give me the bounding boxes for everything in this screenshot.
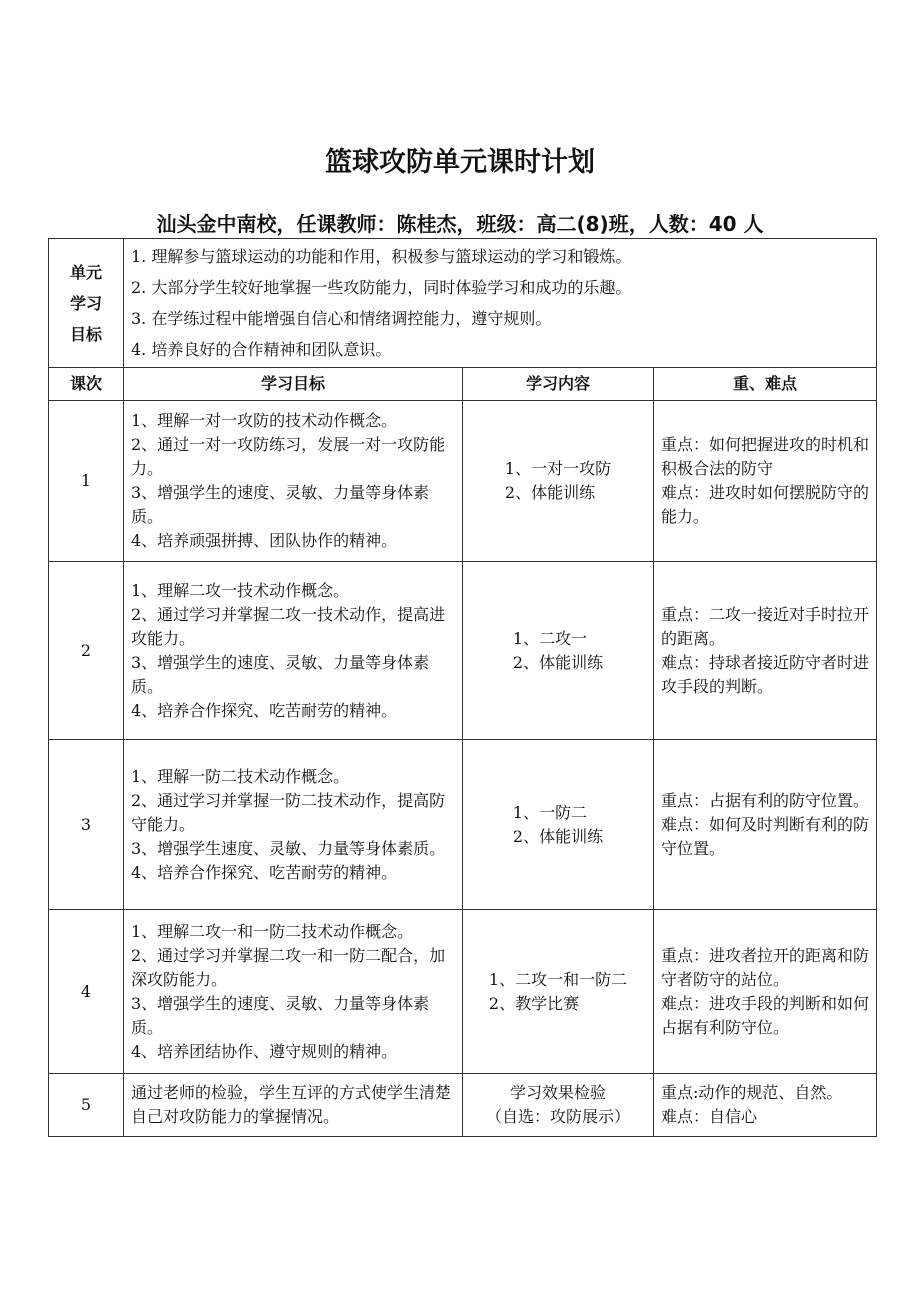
lesson-number: 3 <box>49 740 124 910</box>
lesson-key-points-line: 重点:动作的规范、自然。 <box>661 1083 843 1102</box>
unit-goals-label <box>49 239 124 368</box>
lesson-number: 5 <box>49 1074 124 1137</box>
content-block <box>513 627 603 675</box>
lesson-content-line: 2、体能训练 <box>512 652 604 672</box>
unit-goals-row <box>49 239 877 368</box>
lesson-content <box>463 401 654 562</box>
lesson-key-points-line: 难点：进攻时如何摆脱防守的能力。 <box>661 483 870 526</box>
unit-goal-item: 1. 理解参与篮球运动的功能和作用，积极参与篮球运动的学习和锻炼。 <box>131 247 632 266</box>
lesson-objectives-line: 1、理解二攻一和一防二技术动作概念。 <box>131 921 414 941</box>
lesson-key-points-line: 难点：进攻手段的判断和如何占据有利防守位。 <box>661 993 870 1037</box>
content-block <box>489 968 627 1016</box>
lesson-objectives-line: 3、增强学生的速度、灵敏、力量等身体素质。 <box>131 993 430 1037</box>
lesson-content-line: 学习效果检验 <box>509 1083 606 1102</box>
lesson-number: 1 <box>49 401 124 562</box>
lesson-content-line: 1、一防二 <box>512 802 588 822</box>
label-line: 目标 <box>69 324 102 344</box>
label-line: 学习 <box>69 293 102 313</box>
table-row <box>49 740 877 910</box>
lesson-key-points <box>654 740 877 910</box>
unit-goal-item: 4. 培养良好的合作精神和团队意识。 <box>131 340 392 359</box>
lesson-objectives-line: 4、培养团结协作、遵守规则的精神。 <box>131 1041 398 1061</box>
header-content: 学习内容 <box>463 368 654 401</box>
lesson-objectives-line: 4、培养顽强拼搏、团队协作的精神。 <box>131 531 398 550</box>
lesson-content-line: 2、体能训练 <box>512 826 604 846</box>
lesson-objectives <box>124 1074 463 1137</box>
lesson-content-line: （自选：攻防展示） <box>485 1107 630 1126</box>
lesson-objectives-line: 3、增强学生速度、灵敏、力量等身体素质。 <box>131 838 446 858</box>
table-row <box>49 1074 877 1137</box>
header-objectives: 学习目标 <box>124 368 463 401</box>
lesson-objectives <box>124 910 463 1074</box>
lesson-content-line: 1、二攻一和一防二 <box>488 969 628 989</box>
table-row <box>49 910 877 1074</box>
table-header <box>49 368 877 401</box>
lesson-plan-table <box>48 238 877 1137</box>
lesson-content-line: 2、体能训练 <box>504 483 596 502</box>
lesson-key-points <box>654 562 877 740</box>
lesson-objectives-line: 2、通过学习并掌握二攻一技术动作，提高进攻能力。 <box>131 604 446 648</box>
unit-goal-item: 2. 大部分学生较好地掌握一些攻防能力，同时体验学习和成功的乐趣。 <box>131 278 632 297</box>
page-subtitle: 汕头金中南校，任课教师：陈桂杰，班级：高二(8)班，人数：40 人 <box>156 212 764 236</box>
lesson-objectives-line: 4、培养合作探究、吃苦耐劳的精神。 <box>131 700 398 720</box>
lesson-key-points-line: 难点：持球者接近防守者时进攻手段的判断。 <box>661 652 870 696</box>
lesson-key-points-line: 难点：如何及时判断有利的防守位置。 <box>661 814 870 858</box>
lesson-objectives-line: 1、理解一防二技术动作概念。 <box>131 766 350 786</box>
lesson-objectives-line: 2、通过学习并掌握一防二技术动作，提高防守能力。 <box>131 790 446 834</box>
unit-goal-item: 3. 在学练过程中能增强自信心和情绪调控能力，遵守规则。 <box>131 309 552 328</box>
lesson-objectives-line: 2、通过学习并掌握二攻一和一防二配合，加深攻防能力。 <box>131 945 446 989</box>
lesson-key-points-line: 难点：自信心 <box>661 1107 758 1126</box>
lesson-key-points-line: 重点：如何把握进攻的时机和积极合法的防守 <box>661 435 870 478</box>
lesson-key-points <box>654 401 877 562</box>
lesson-content <box>463 740 654 910</box>
content-block <box>513 801 603 849</box>
lesson-objectives <box>124 562 463 740</box>
lesson-key-points-line: 重点：二攻一接近对手时拉开的距离。 <box>661 604 870 648</box>
lesson-objectives-line: 1、理解二攻一技术动作概念。 <box>131 580 350 600</box>
lesson-content-line: 2、教学比赛 <box>488 993 580 1013</box>
content-block <box>505 457 611 505</box>
lesson-content <box>463 1074 654 1137</box>
lesson-content <box>463 910 654 1074</box>
header-key-points: 重、难点 <box>654 368 877 401</box>
lesson-objectives <box>124 401 463 562</box>
lesson-objectives-line: 4、培养合作探究、吃苦耐劳的精神。 <box>131 862 398 882</box>
lesson-content-line: 1、一对一攻防 <box>504 459 612 478</box>
lesson-key-points <box>654 910 877 1074</box>
lesson-objectives-line: 3、增强学生的速度、灵敏、力量等身体素质。 <box>131 652 430 696</box>
label-line: 单元 <box>69 262 102 282</box>
lesson-key-points-line: 重点：占据有利的防守位置。 <box>661 790 870 810</box>
lesson-content <box>463 562 654 740</box>
unit-goals-list <box>124 239 877 368</box>
table-row <box>49 562 877 740</box>
lesson-objectives-line: 2、通过一对一攻防练习，发展一对一攻防能力。 <box>131 435 446 478</box>
page-title: 篮球攻防单元课时计划 <box>325 147 595 178</box>
lesson-number: 4 <box>49 910 124 1074</box>
header-lesson: 课次 <box>49 368 124 401</box>
lesson-content-line: 1、二攻一 <box>512 628 588 648</box>
lesson-objectives-line: 1、理解一对一攻防的技术动作概念。 <box>131 411 398 430</box>
table-row <box>49 401 877 562</box>
lesson-objectives-line: 通过老师的检验，学生互评的方式使学生清楚自己对攻防能力的掌握情况。 <box>131 1083 452 1126</box>
lesson-objectives-line: 3、增强学生的速度、灵敏、力量等身体素质。 <box>131 483 430 526</box>
lesson-key-points <box>654 1074 877 1137</box>
lesson-key-points-line: 重点：进攻者拉开的距离和防守者防守的站位。 <box>661 945 870 989</box>
lesson-number: 2 <box>49 562 124 740</box>
lesson-objectives <box>124 740 463 910</box>
